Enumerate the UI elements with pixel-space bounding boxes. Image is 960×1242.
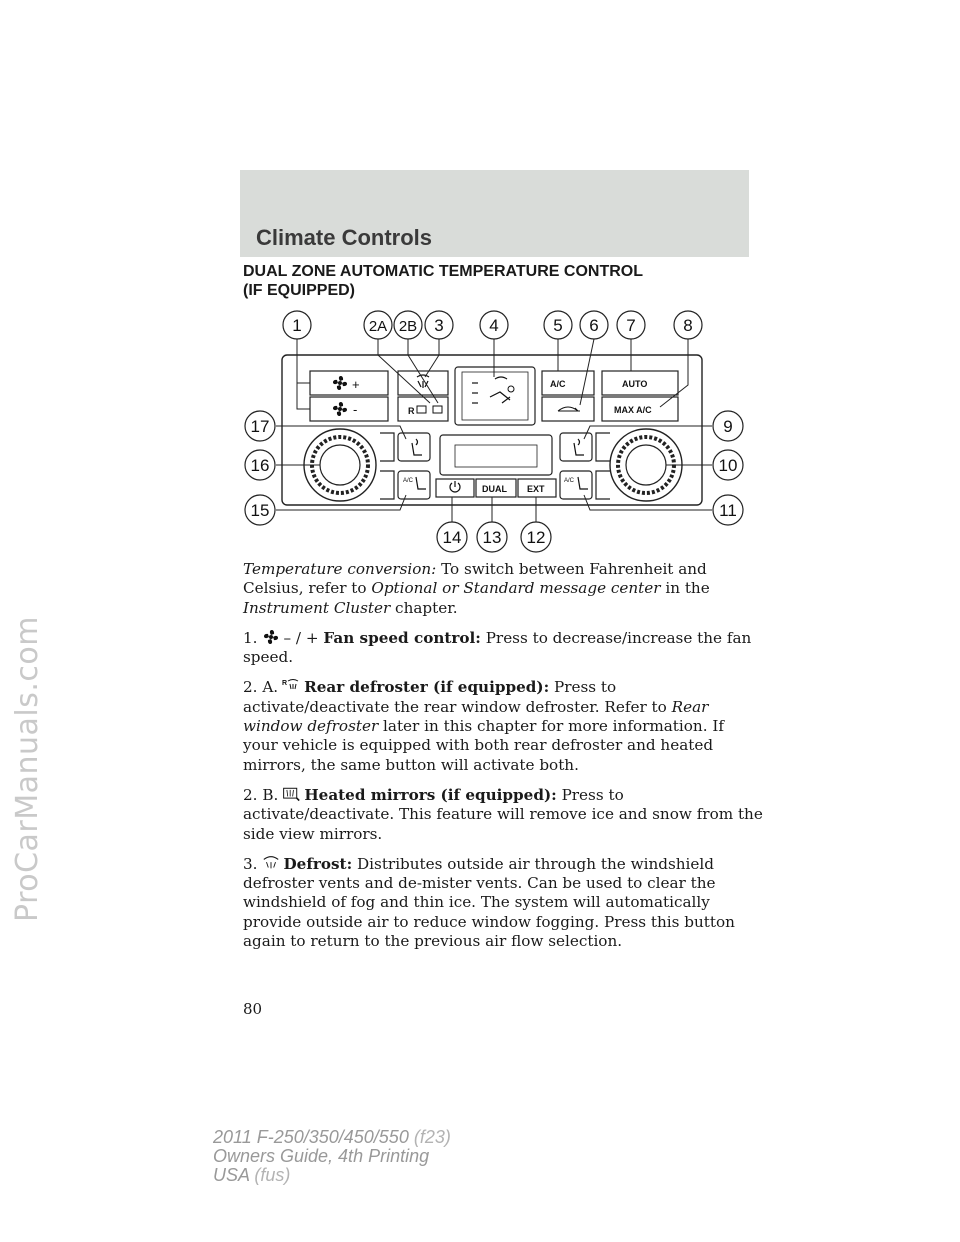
callout-16-label: 16 (250, 456, 270, 475)
item-3-number: 3. (243, 854, 258, 873)
footer-market: USA (213, 1165, 250, 1185)
footer-market-code: (fus) (249, 1165, 291, 1185)
chapter-header (240, 170, 749, 257)
item-2a-title: Rear defroster (if equipped): (304, 678, 550, 697)
item-1-title: Fan speed control: (323, 628, 481, 647)
auto-label: AUTO (622, 379, 648, 389)
fan-down-button (310, 397, 388, 421)
page-number: 80 (243, 1000, 263, 1018)
callouts-bottom (437, 522, 551, 552)
temp-text-2: in the (660, 579, 710, 598)
item-2a-text-2: later in this chapter for more information. If your vehicle is equipped with both rear defroster and heated mirrors, the same button will activate both. (243, 717, 724, 774)
svg-text:R: R (282, 680, 288, 688)
item-2a-number: 2. A. (243, 678, 279, 697)
item-1-symbol: – / + (283, 628, 319, 647)
item-2b-title: Heated mirrors (if equipped): (304, 785, 557, 804)
body-text (243, 560, 763, 961)
watermark: ProCarManuals.com (10, 615, 45, 922)
temp-ref-message-center: Optional or Standard message center (371, 579, 661, 598)
fan-up-button (310, 371, 388, 395)
item-3-text: Distributes outside air through the windshield defroster vents and de-mister vents. Can be used to clear the windshield of fog and thin ice. The system will automatically provide outside air to reduce window fogging. Press this button again to return to the previous air flow selection. (243, 854, 735, 951)
callout-11-label: 11 (719, 501, 737, 520)
callout-5-label: 5 (553, 316, 563, 335)
callout-10-label: 10 (718, 456, 738, 475)
mode-display-inner (462, 372, 528, 420)
rear-defrost-button (398, 397, 448, 421)
callout-3-label: 3 (434, 316, 444, 335)
callout-13-label: 13 (482, 528, 502, 547)
callouts-top (283, 311, 702, 339)
driver-cooled-seat-button (398, 471, 430, 499)
footer (213, 1128, 451, 1185)
max-ac-label: MAX A/C (614, 405, 652, 415)
callout-17-label: 17 (250, 417, 270, 436)
section-title (243, 262, 763, 300)
passenger-temp-knob (626, 445, 666, 485)
temperature-conversion-paragraph (243, 560, 763, 618)
temp-text-1: To switch between Fahrenheit and Celsius, refer to (243, 560, 707, 598)
passenger-ac-small-label: A/C (564, 478, 575, 484)
callout-15-label: 15 (250, 501, 270, 520)
section-title-line2: (IF EQUIPPED) (243, 282, 356, 299)
callout-2b-label: 2B (398, 318, 418, 335)
callouts-right (713, 411, 743, 525)
footer-model: 2011 F-250/350/450/550 (213, 1127, 409, 1147)
passenger-heated-seat-button (560, 433, 592, 461)
callout-12-label: 12 (526, 528, 546, 547)
callout-7-label: 7 (626, 316, 636, 335)
item-3-paragraph (243, 854, 763, 951)
item-2a-text-1: Press to activate/deactivate the rear window defroster. Refer to (243, 678, 672, 716)
passenger-cooled-seat-button (560, 471, 592, 499)
climate-control-panel-diagram (240, 305, 750, 555)
footer-line-1 (213, 1128, 451, 1147)
item-1-number: 1. (243, 628, 258, 647)
footer-line-3 (213, 1166, 451, 1185)
fan-plus-label: + (352, 377, 360, 392)
callout-4-label: 4 (489, 316, 499, 335)
temperature-display-screen (455, 445, 537, 467)
callouts-left (245, 411, 275, 525)
callout-2a-label: 2A (368, 318, 388, 335)
ext-label: EXT (527, 484, 545, 494)
footer-line-2: Owners Guide, 4th Printing (213, 1146, 430, 1166)
temp-text-3: chapter. (390, 598, 458, 617)
callout-8-label: 8 (683, 316, 693, 335)
item-2a-paragraph (243, 677, 763, 774)
callout-9-label: 9 (723, 417, 733, 436)
rear-label: R (408, 406, 415, 416)
heated-mirror-icon-inline (282, 785, 300, 803)
callout-14-label: 14 (442, 528, 462, 547)
dual-label: DUAL (482, 484, 507, 494)
item-1-paragraph (243, 628, 763, 668)
item-1-text: Press to decrease/increase the fan speed. (243, 628, 752, 667)
fan-minus-label: - (353, 402, 358, 417)
rear-defroster-icon (282, 677, 300, 695)
chapter-title: Climate Controls (256, 225, 433, 250)
section-title-line1: DUAL ZONE AUTOMATIC TEMPERATURE CONTROL (243, 263, 643, 280)
item-2b-paragraph (243, 785, 763, 844)
footer-model-code: (f23) (408, 1127, 451, 1147)
item-2b-text: Press to activate/deactivate. This feature will remove ice and snow from the side view mirrors. (243, 785, 763, 843)
item-2a-ref: Rear window defroster (243, 697, 709, 736)
callout-1-label: 1 (292, 316, 302, 335)
defrost-icon-inline (262, 854, 280, 872)
ac-label: A/C (550, 379, 566, 389)
driver-heated-seat-button (398, 433, 430, 461)
driver-ac-small-label: A/C (403, 478, 414, 484)
fan-icon (262, 628, 280, 646)
recirculation-button (542, 397, 594, 421)
temp-ref-instrument-cluster: Instrument Cluster (243, 598, 391, 617)
item-2b-number: 2. B. (243, 785, 279, 804)
temp-label: Temperature conversion: (243, 560, 437, 578)
item-3-title: Defrost: (283, 854, 353, 873)
callout-6-label: 6 (589, 316, 599, 335)
driver-temp-knob (320, 445, 360, 485)
